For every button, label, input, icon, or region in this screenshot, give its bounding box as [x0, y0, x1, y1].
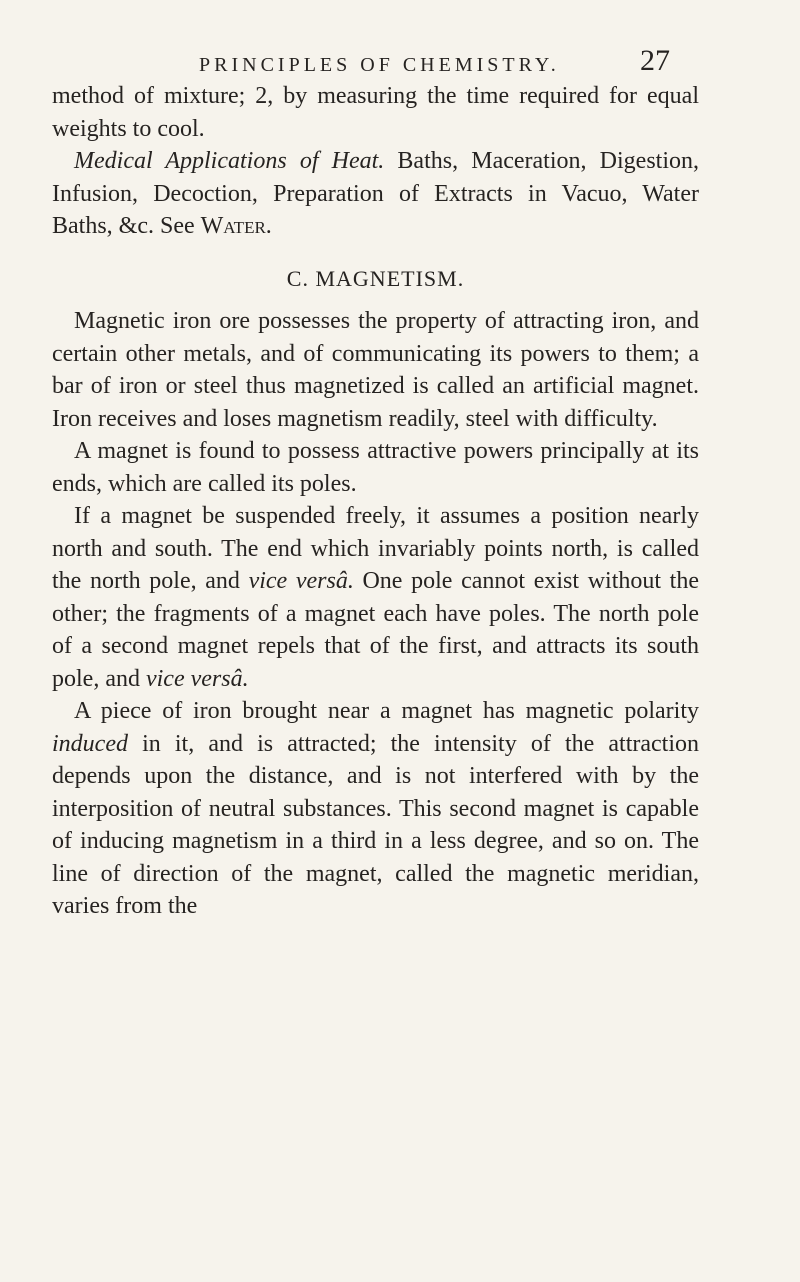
paragraph-text: in it, and is attracted; the intensity of the attraction depends upon the distance, and is not interfered with by the interposition of neutral substances. This second magnet is capable of inducing magnetism in a third in a less degree, and so on. The line of direction of the magnet, called the magnetic meridian, varies from the — [52, 730, 699, 919]
running-head — [0, 44, 800, 84]
paragraph-text: Magnetic iron ore possesses the property of attracting iron, and certain other metals, and of communicating its powers to them; a bar of iron or steel thus magnetized is called an artificial magnet. Iron receives and loses magnetism readily, steel with difficulty. — [52, 308, 699, 432]
italic-term: induced — [52, 730, 128, 757]
paragraph-text: If a magnet be suspended freely, it assumes a position nearly north and south. The end which invariably points north, is called the north pole, and — [52, 503, 699, 594]
paragraph-magnetic-iron — [52, 305, 699, 435]
italic-term: Medical Applications of Heat. — [74, 148, 385, 174]
paragraph-continued — [52, 80, 699, 145]
body-text — [52, 80, 699, 923]
italic-term: vice versâ. — [145, 665, 249, 692]
italic-term: vice versâ. — [248, 568, 354, 594]
paragraph-poles — [52, 435, 699, 500]
paragraph-suspension — [52, 500, 699, 695]
section-heading: C. MAGNETISM. — [286, 265, 465, 291]
paragraph-text: Baths, Maceration, Digestion, Infusion, Decoction, Preparation of Extracts in Vacuo, Water Baths, &c. See — [52, 148, 699, 239]
paragraph-text: method of mixture; 2, by measuring the time required for equal weights to cool. — [52, 83, 699, 142]
paragraph-medical-applications — [52, 145, 699, 243]
paragraph-induction — [52, 695, 699, 923]
page-number: 27 — [640, 44, 670, 77]
paragraph-text: A piece of iron brought near a magnet has magnetic polarity — [74, 698, 699, 724]
cross-reference: Water. — [200, 213, 272, 239]
paragraph-text: One pole cannot exist without the other; the fragments of a magnet each have poles. The north pole of a second magnet repels that of the first, and attracts its south pole, and — [52, 568, 700, 692]
running-title: PRINCIPLES OF CHEMISTRY. — [199, 54, 560, 76]
paragraph-text: A magnet is found to possess attractive powers principally at its ends, which are called its poles. — [52, 438, 699, 497]
